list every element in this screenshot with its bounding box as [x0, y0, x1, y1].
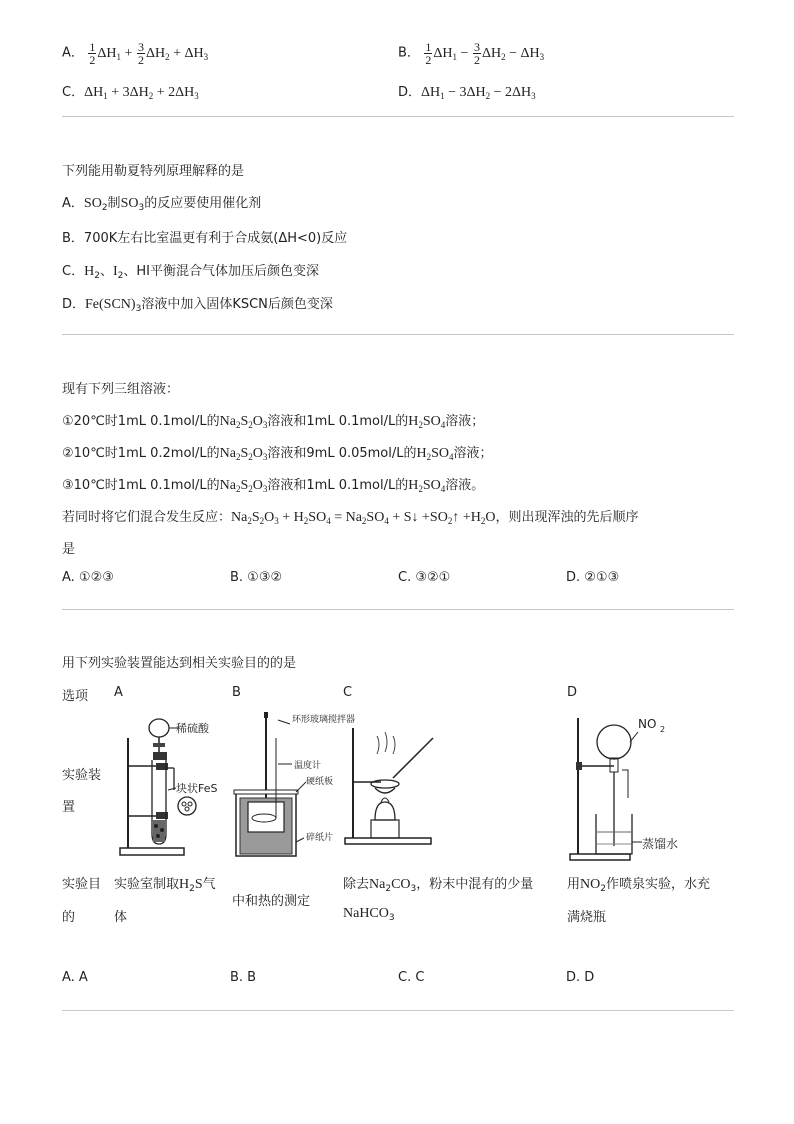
q2-option-c: C．$H_2$、$I_2$、HI平衡混合气体加压后颜色变深 [62, 264, 319, 281]
q4-purpose-a-line2: 体 [114, 910, 128, 925]
apparatus-d-figure [566, 708, 706, 862]
q4-option-c: C. C [398, 970, 425, 985]
label-thermometer: 温度计 [294, 761, 322, 771]
q4-purpose-d-line1: 用$NO_2$作喷泉实验，水充 [567, 877, 710, 894]
label-dilute-sulfuric-acid: 稀硫酸 [176, 722, 209, 735]
q2-option-d: D．$Fe(SCN)_3$溶液中加入固体KSCN后颜色变深 [62, 297, 333, 314]
q4-apparatus-label-2: 置 [62, 800, 76, 815]
label-distilled-water: 蒸馏水 [642, 837, 679, 851]
apparatus-a-figure [112, 708, 220, 862]
q4-option-d: D. D [566, 970, 595, 985]
q3-line-3: ③10℃时1mL 0.1mol/L的$Na_2S_2O_3$溶液和1mL 0.1mol/L的$H_2SO_4$溶液。 [62, 478, 485, 494]
q3-line-2: ②10℃时1mL 0.2mol/L的$Na_2S_2O_3$溶液和9mL 0.05mol/L的$H_2SO_4$溶液； [62, 446, 493, 462]
q4-apparatus-label-1: 实验装 [62, 768, 102, 783]
q4-purpose-c-line2: NaHCO$_3$ [343, 906, 395, 923]
q4-header-label: 选项 [62, 689, 89, 704]
q4-col-a: A [114, 685, 123, 700]
label-fes-lumps: 块状FeS [176, 782, 218, 795]
q4-option-a: A. A [62, 970, 88, 985]
fraction: $\frac{3}{2}$ [137, 40, 144, 67]
separator [62, 116, 734, 117]
q2-stem: 下列能用勒夏特列原理解释的是 [62, 164, 245, 179]
q1-option-a: A． $\frac{1}{2}$ $\Delta H_1$ + $\frac{3}{2}$ $\Delta H_2 + \Delta H_3$ [62, 40, 209, 67]
q3-option-a: A. ①②③ [62, 570, 114, 585]
label-cardboard: 硬纸板 [306, 777, 334, 787]
fraction: $\frac{1}{2}$ [89, 40, 96, 67]
q3-option-d: D. ②①③ [566, 570, 620, 585]
q2-option-a: A．$SO_2$制$SO_3$的反应要使用催化剂 [62, 196, 262, 213]
q3-line-1: ①20℃时1mL 0.1mol/L的$Na_2S_2O_3$溶液和1mL 0.1mol/L的$H_2SO_4$溶液； [62, 414, 485, 430]
q4-purpose-b: 中和热的测定 [232, 894, 311, 909]
label-no2: NO [638, 717, 657, 731]
q4-purpose-d-line2: 满烧瓶 [567, 910, 607, 925]
q4-col-c: C [343, 685, 353, 700]
q4-option-b: B. B [230, 970, 257, 985]
label-paper-scraps: 碎纸片 [306, 833, 334, 843]
fraction: $\frac{3}{2}$ [473, 40, 480, 67]
q3-option-b: B. ①③② [230, 570, 283, 585]
q4-col-b: B [232, 685, 241, 700]
separator [62, 609, 734, 610]
q4-purpose-a-line1: 实验室制取$H_2S$气 [114, 877, 216, 894]
label-no2-subscript: 2 [660, 725, 666, 734]
q2-option-b: B．700K左右比室温更有利于合成氨(ΔH<0)反应 [62, 231, 348, 246]
q1-option-c: C．$\Delta H_1 + 3\Delta H_2 + 2\Delta H_3$ [62, 85, 199, 101]
q3-option-c: C. ③②① [398, 570, 451, 585]
q4-purpose-c-line1: 除去$Na_2CO_3$，粉末中混有的少量 [343, 877, 534, 894]
q4-stem: 用下列实验装置能达到相关实验目的的是 [62, 656, 297, 671]
separator [62, 334, 734, 335]
apparatus-b-figure [230, 708, 356, 862]
q3-reaction-line: 若同时将它们混合发生反应：$Na_2S_2O_3 + H_2SO_4 = Na_2SO_4$ + S↓ $+SO_2↑ +H_2O$，则出现浑浊的先后顺序 [62, 510, 639, 526]
apparatus-c-figure [341, 708, 441, 862]
q4-purpose-label-1: 实验目 [62, 877, 102, 892]
q3-stem: 现有下列三组溶液： [62, 382, 180, 397]
separator [62, 1010, 734, 1011]
q4-purpose-label-2: 的 [62, 910, 76, 925]
q1-option-b: B． $\frac{1}{2}$ $\Delta H_1$ − $\frac{3}{2}$ $\Delta H_2 - \Delta H_3$ [398, 40, 545, 67]
fraction: $\frac{1}{2}$ [425, 40, 432, 67]
q3-reaction-end: 是 [62, 542, 76, 557]
label-stirrer: 环形玻璃搅拌器 [292, 715, 356, 725]
q4-col-d: D [567, 685, 578, 700]
q1-option-d: D．$\Delta H_1 - 3\Delta H_2 - 2\Delta H_3$ [398, 85, 536, 101]
